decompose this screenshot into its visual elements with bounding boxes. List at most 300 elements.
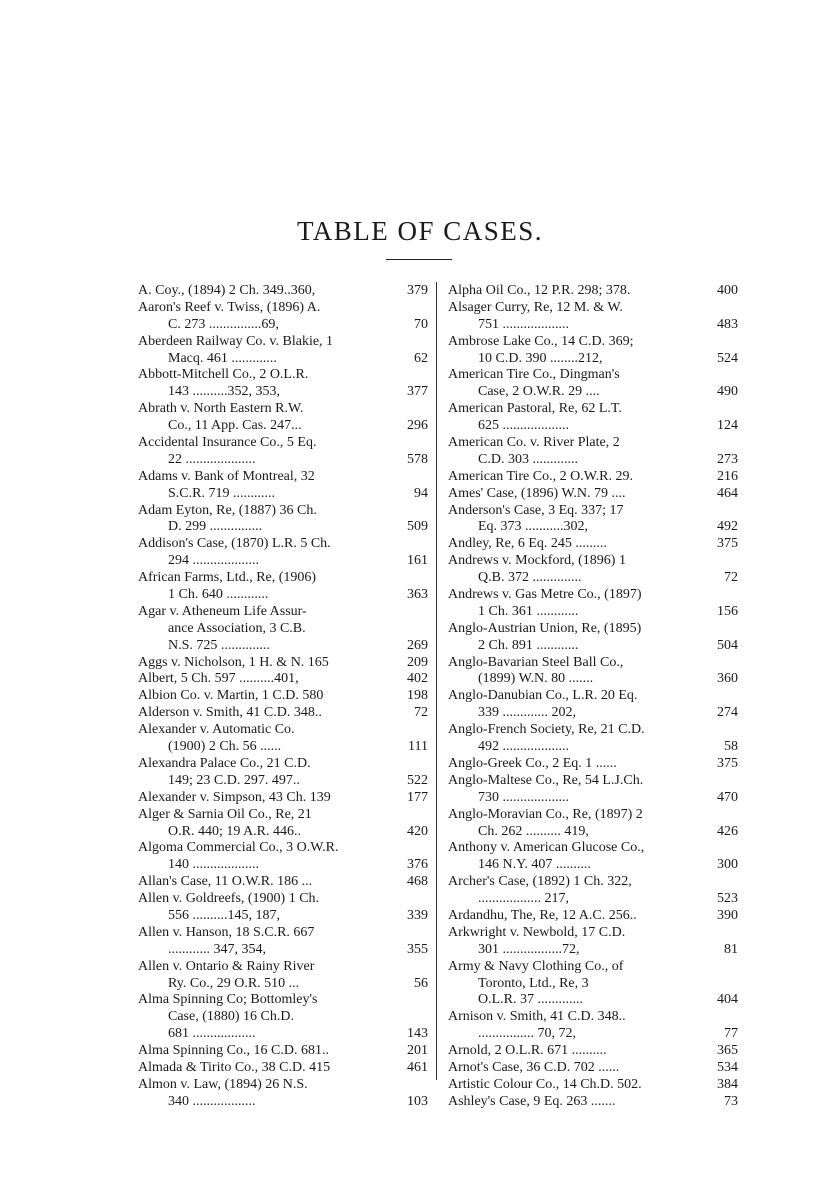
page-reference: 161	[407, 553, 428, 569]
case-entry-line	[448, 807, 738, 824]
case-entry-continuation	[138, 418, 428, 435]
case-entry	[448, 435, 738, 469]
page-reference: 524	[717, 350, 738, 366]
case-entry	[138, 722, 428, 756]
case-entry-continuation	[138, 384, 428, 401]
page-reference: 360	[717, 671, 738, 687]
case-citation: Anthony v. American Glucose Co.,	[448, 840, 645, 856]
case-entry-continuation	[448, 790, 738, 807]
case-entry	[448, 621, 738, 655]
case-entry	[138, 992, 428, 1043]
case-citation: Arkwright v. Newbold, 17 C.D.	[448, 924, 626, 940]
page-reference: 216	[717, 468, 738, 484]
case-entry-continuation	[448, 857, 738, 874]
case-citation: Anglo-Bavarian Steel Ball Co.,	[448, 654, 624, 670]
page-reference: 62	[414, 350, 428, 366]
case-entry-line	[138, 874, 428, 891]
case-entry	[138, 536, 428, 570]
case-entry-line	[448, 874, 738, 891]
case-entry	[138, 756, 428, 790]
case-entry-line	[448, 503, 738, 520]
case-entry-line	[448, 925, 738, 942]
case-citation: Ambrose Lake Co., 14 C.D. 369;	[448, 333, 634, 349]
case-entry-continuation	[448, 604, 738, 621]
case-citation: Army & Navy Clothing Co., of	[448, 958, 624, 974]
case-entry-line	[138, 671, 428, 688]
case-citation: Q.B. 372 ..............	[478, 570, 582, 586]
case-entry	[138, 334, 428, 368]
case-entry-line	[138, 435, 428, 452]
case-citation: Arnison v. Smith, 41 C.D. 348..	[448, 1009, 626, 1025]
case-entry-line	[138, 401, 428, 418]
case-entry-continuation	[138, 773, 428, 790]
case-entry-continuation	[138, 638, 428, 655]
case-citation: Aggs v. Nicholson, 1 H. & N. 165	[138, 654, 329, 670]
page-reference: 58	[724, 739, 738, 755]
case-entry	[448, 840, 738, 874]
case-entry-continuation	[448, 317, 738, 334]
case-entry-continuation	[138, 519, 428, 536]
case-citation: Accidental Insurance Co., 5 Eq.	[138, 435, 317, 451]
case-citation: Alpha Oil Co., 12 P.R. 298; 378.	[448, 283, 631, 298]
case-entry-line	[448, 334, 738, 351]
case-entry	[448, 925, 738, 959]
case-entry	[448, 300, 738, 334]
case-citation: Archer's Case, (1892) 1 Ch. 322,	[448, 874, 632, 890]
page-reference: 94	[414, 485, 428, 501]
case-entry-line	[138, 536, 428, 553]
page-reference: 365	[717, 1043, 738, 1059]
case-entry-line	[448, 1043, 738, 1060]
case-citation: Anglo-Greek Co., 2 Eq. 1 ......	[448, 755, 617, 771]
case-citation: 1 Ch. 640 ............	[168, 587, 269, 603]
case-citation: Alsager Curry, Re, 12 M. & W.	[448, 299, 623, 315]
case-entry-line	[448, 401, 738, 418]
column-divider	[436, 282, 437, 1080]
case-entry-continuation	[138, 351, 428, 368]
case-entry	[138, 959, 428, 993]
case-citation: 22 ....................	[168, 451, 256, 467]
case-entry	[448, 536, 738, 553]
page-reference: 376	[407, 857, 428, 873]
case-entry-line	[448, 756, 738, 773]
case-entry-line	[138, 790, 428, 807]
case-entry	[138, 705, 428, 722]
case-entry	[448, 367, 738, 401]
case-citation: N.S. 725 ..............	[168, 637, 270, 653]
case-citation: Artistic Colour Co., 14 Ch.D. 502.	[448, 1076, 642, 1092]
case-entry	[138, 874, 428, 891]
page-reference: 156	[717, 603, 738, 619]
case-entry-line	[138, 959, 428, 976]
case-entry-line	[448, 1060, 738, 1077]
case-entry-line	[448, 655, 738, 672]
case-citation: D. 299 ...............	[168, 519, 263, 535]
case-citation: Abrath v. North Eastern R.W.	[138, 401, 304, 417]
case-citation: Almada & Tirito Co., 38 C.D. 415	[138, 1059, 331, 1075]
case-citation: Arnold, 2 O.L.R. 671 ..........	[448, 1043, 607, 1059]
page-reference: 461	[407, 1059, 428, 1075]
case-entry-line	[448, 486, 738, 503]
case-entry-line	[138, 570, 428, 587]
case-entry	[448, 587, 738, 621]
page-reference: 578	[407, 451, 428, 467]
page-reference: 522	[407, 772, 428, 788]
case-citation: Alexander v. Simpson, 43 Ch. 139	[138, 789, 331, 805]
case-entry-line	[138, 705, 428, 722]
case-citation: Adams v. Bank of Montreal, 32	[138, 468, 315, 484]
case-citation: Andrews v. Mockford, (1896) 1	[448, 553, 626, 569]
case-entry	[138, 688, 428, 705]
case-citation: 751 ...................	[478, 316, 569, 332]
case-entry-continuation	[448, 891, 738, 908]
page-reference: 339	[407, 907, 428, 923]
case-entry-continuation	[138, 824, 428, 841]
case-entry	[448, 283, 738, 300]
case-entry	[448, 1043, 738, 1060]
case-entry-continuation	[138, 486, 428, 503]
case-entry-line	[138, 840, 428, 857]
case-citation: Almon v. Law, (1894) 26 N.S.	[138, 1076, 308, 1092]
case-citation: Addison's Case, (1870) L.R. 5 Ch.	[138, 536, 331, 552]
case-entry-line	[138, 367, 428, 384]
case-entry-continuation	[138, 587, 428, 604]
case-citation: 143 ..........352, 353,	[168, 384, 280, 400]
page-reference: 274	[717, 705, 738, 721]
case-citation: Allen v. Ontario & Rainy River	[138, 958, 315, 974]
case-citation: Adam Eyton, Re, (1887) 36 Ch.	[138, 502, 317, 518]
page-reference: 103	[407, 1093, 428, 1109]
page-title: TABLE OF CASES.	[296, 216, 544, 246]
page-reference: 70	[414, 316, 428, 332]
case-citation: Alger & Sarnia Oil Co., Re, 21	[138, 806, 312, 822]
page-reference: 492	[717, 519, 738, 535]
case-entry-continuation	[138, 621, 428, 638]
case-entry-continuation	[138, 976, 428, 993]
case-entry	[138, 469, 428, 503]
case-citation: C. 273 ...............69,	[168, 316, 279, 332]
case-citation: Agar v. Atheneum Life Assur-	[138, 603, 307, 619]
case-entry-continuation	[138, 857, 428, 874]
page-reference: 490	[717, 384, 738, 400]
case-entry-continuation	[448, 705, 738, 722]
case-entry-line	[448, 469, 738, 486]
case-entry-line	[448, 908, 738, 925]
case-entry-continuation	[138, 317, 428, 334]
case-entry	[448, 401, 738, 435]
case-citation: Case, (1880) 16 Ch.D.	[168, 1009, 294, 1025]
case-entry-continuation	[448, 976, 738, 993]
case-citation: O.L.R. 37 .............	[478, 992, 583, 1008]
case-citation: 625 ...................	[478, 418, 569, 434]
case-citation: S.C.R. 719 ............	[168, 485, 275, 501]
case-entry	[448, 553, 738, 587]
case-citation: ............ 347, 354,	[168, 941, 266, 957]
case-entry	[448, 807, 738, 841]
case-citation: Anglo-Moravian Co., Re, (1897) 2	[448, 806, 643, 822]
case-citation: 294 ...................	[168, 553, 259, 569]
page-reference: 296	[407, 418, 428, 434]
case-citation: Toronto, Ltd., Re, 3	[478, 975, 589, 991]
case-citation: 730 ...................	[478, 789, 569, 805]
case-entry-continuation	[448, 1026, 738, 1043]
case-entry	[138, 300, 428, 334]
case-entry-line	[448, 435, 738, 452]
case-entry-continuation	[448, 638, 738, 655]
case-citation: ance Association, 3 C.B.	[168, 620, 306, 636]
case-entry	[138, 570, 428, 604]
case-citation: Ames' Case, (1896) W.N. 79 ....	[448, 485, 626, 501]
case-entry-continuation	[138, 739, 428, 756]
case-entry-line	[138, 503, 428, 520]
page-reference: 534	[717, 1059, 738, 1075]
case-citation: Alma Spinning Co., 16 C.D. 681..	[138, 1043, 329, 1059]
case-entry	[138, 807, 428, 841]
case-citation: Ardandhu, The, Re, 12 A.C. 256..	[448, 907, 637, 923]
case-entry	[138, 790, 428, 807]
case-entry-line	[448, 1077, 738, 1094]
case-entry	[138, 840, 428, 874]
case-entry-continuation	[448, 418, 738, 435]
case-entry	[448, 722, 738, 756]
case-entry-continuation	[448, 942, 738, 959]
case-entry-continuation	[138, 1094, 428, 1111]
case-entry-continuation	[138, 452, 428, 469]
case-citation: 146 N.Y. 407 ..........	[478, 857, 591, 873]
case-entry	[138, 1060, 428, 1077]
case-entry-line	[448, 283, 738, 300]
case-citation: 140 ...................	[168, 857, 259, 873]
case-citation: Aberdeen Railway Co. v. Blakie, 1	[138, 333, 334, 349]
case-entry-continuation	[448, 384, 738, 401]
case-entry-line	[138, 891, 428, 908]
case-citation: African Farms, Ltd., Re, (1906)	[138, 570, 317, 586]
case-entry-line	[448, 1009, 738, 1026]
case-citation: Eq. 373 ...........302,	[478, 519, 589, 535]
case-entry-continuation	[138, 1026, 428, 1043]
page-reference: 384	[717, 1076, 738, 1092]
case-citation: Aaron's Reef v. Twiss, (1896) A.	[138, 299, 321, 315]
case-citation: Alderson v. Smith, 41 C.D. 348..	[138, 705, 322, 721]
case-citation: Anglo-French Society, Re, 21 C.D.	[448, 722, 645, 738]
page-reference: 363	[407, 587, 428, 603]
case-entry-line	[138, 925, 428, 942]
page-reference: 390	[717, 907, 738, 923]
case-entry	[448, 756, 738, 773]
page-reference: 355	[407, 941, 428, 957]
case-citation: (1899) W.N. 80 .......	[478, 671, 594, 687]
page-reference: 81	[724, 941, 738, 957]
case-entry-continuation	[138, 942, 428, 959]
page-reference: 468	[407, 874, 428, 890]
case-citation: Anglo-Maltese Co., Re, 54 L.J.Ch.	[448, 772, 644, 788]
case-citation: Macq. 461 .............	[168, 350, 277, 366]
case-citation: 2 Ch. 891 ............	[478, 637, 579, 653]
case-entry-line	[138, 469, 428, 486]
case-citation: 556 ..........145, 187,	[168, 907, 280, 923]
title-rule	[386, 259, 452, 260]
case-entry	[138, 604, 428, 655]
case-entry	[138, 283, 428, 300]
case-citation: Abbott-Mitchell Co., 2 O.L.R.	[138, 367, 309, 383]
case-entry-continuation	[448, 824, 738, 841]
page-reference: 209	[407, 654, 428, 670]
case-citation: 149; 23 C.D. 297. 497..	[168, 772, 300, 788]
page-reference: 124	[717, 418, 738, 434]
case-entry	[448, 655, 738, 689]
case-entry-line	[138, 722, 428, 739]
page-reference: 198	[407, 688, 428, 704]
page-reference: 483	[717, 316, 738, 332]
case-citation: Allen v. Goldreefs, (1900) 1 Ch.	[138, 891, 320, 907]
case-citation: Ch. 262 .......... 419,	[478, 823, 589, 839]
case-entry-line	[138, 1060, 428, 1077]
case-entry	[448, 874, 738, 908]
page-reference: 72	[414, 705, 428, 721]
case-citation: American Tire Co., 2 O.W.R. 29.	[448, 468, 633, 484]
case-entry-line	[138, 300, 428, 317]
page-reference: 72	[724, 570, 738, 586]
case-citation: ................ 70, 72,	[478, 1026, 576, 1042]
case-entry	[448, 908, 738, 925]
case-entry-line	[138, 688, 428, 705]
case-citation: Alexander v. Automatic Co.	[138, 722, 295, 738]
case-entry-line	[448, 621, 738, 638]
case-citation: Alma Spinning Co; Bottomley's	[138, 992, 318, 1008]
case-entry-line	[448, 553, 738, 570]
case-entry-line	[138, 756, 428, 773]
case-entry-continuation	[448, 351, 738, 368]
case-citation: Ashley's Case, 9 Eq. 263 .......	[448, 1093, 616, 1109]
case-entry-line	[448, 587, 738, 604]
case-entry-line	[138, 283, 428, 300]
case-citation: 492 ...................	[478, 739, 569, 755]
case-entry-continuation	[448, 671, 738, 688]
case-entry-line	[448, 773, 738, 790]
case-entry	[448, 1060, 738, 1077]
case-entry	[138, 925, 428, 959]
left-column	[138, 283, 428, 1111]
case-entry	[138, 891, 428, 925]
page-reference: 504	[717, 637, 738, 653]
case-entry-line	[448, 536, 738, 553]
case-entry-continuation	[448, 992, 738, 1009]
case-citation: American Tire Co., Dingman's	[448, 367, 620, 383]
case-entry-line	[448, 367, 738, 384]
case-citation: 1 Ch. 361 ............	[478, 603, 579, 619]
case-entry	[448, 334, 738, 368]
case-citation: 301 .................72,	[478, 941, 580, 957]
case-entry-continuation	[448, 519, 738, 536]
case-citation: Case, 2 O.W.R. 29 ....	[478, 384, 600, 400]
right-column	[448, 283, 738, 1111]
page-reference: 375	[717, 536, 738, 552]
case-entry-line	[138, 992, 428, 1009]
case-citation: Allen v. Hanson, 18 S.C.R. 667	[138, 924, 315, 940]
case-citation: Ry. Co., 29 O.R. 510 ...	[168, 975, 300, 991]
page-reference: 375	[717, 755, 738, 771]
case-citation: American Pastoral, Re, 62 L.T.	[448, 401, 622, 417]
case-citation: Albert, 5 Ch. 597 ..........401,	[138, 671, 299, 687]
page-reference: 509	[407, 519, 428, 535]
case-entry	[138, 671, 428, 688]
case-citation: Anglo-Austrian Union, Re, (1895)	[448, 620, 642, 636]
page-reference: 177	[407, 789, 428, 805]
case-citation: American Co. v. River Plate, 2	[448, 435, 620, 451]
page-reference: 143	[407, 1026, 428, 1042]
case-entry	[448, 959, 738, 1010]
case-citation: C.D. 303 .............	[478, 451, 578, 467]
case-citation: Andrews v. Gas Metre Co., (1897)	[448, 587, 642, 603]
case-entry-continuation	[448, 739, 738, 756]
case-entry	[138, 435, 428, 469]
case-entry	[448, 1009, 738, 1043]
page-reference: 201	[407, 1043, 428, 1059]
case-citation: Algoma Commercial Co., 3 O.W.R.	[138, 840, 339, 856]
case-entry	[448, 1077, 738, 1094]
case-entry	[138, 655, 428, 672]
case-entry-continuation	[138, 553, 428, 570]
case-entry-line	[138, 1043, 428, 1060]
case-entry-continuation	[138, 1009, 428, 1026]
case-entry	[138, 1043, 428, 1060]
case-citation: Allan's Case, 11 O.W.R. 186 ...	[138, 874, 313, 890]
case-entry-line	[448, 300, 738, 317]
case-entry	[138, 1077, 428, 1111]
case-citation: Anderson's Case, 3 Eq. 337; 17	[448, 502, 624, 518]
case-citation: O.R. 440; 19 A.R. 446..	[168, 823, 302, 839]
case-entry	[138, 367, 428, 401]
case-entry	[138, 503, 428, 537]
page-reference: 464	[717, 485, 738, 501]
page-reference: 426	[717, 823, 738, 839]
case-citation: 340 ..................	[168, 1093, 256, 1109]
case-entry-line	[448, 1094, 738, 1111]
page-reference: 470	[717, 789, 738, 805]
case-entry	[448, 486, 738, 503]
case-citation: 681 ..................	[168, 1026, 256, 1042]
case-citation: 10 C.D. 390 ........212,	[478, 350, 603, 366]
page-reference: 269	[407, 637, 428, 653]
case-entry-continuation	[448, 570, 738, 587]
case-entry	[448, 688, 738, 722]
case-citation: Co., 11 App. Cas. 247...	[168, 418, 302, 434]
case-entry	[448, 773, 738, 807]
case-entry-line	[448, 959, 738, 976]
page-reference: 77	[724, 1026, 738, 1042]
page-reference: 56	[414, 975, 428, 991]
case-citation: Alexandra Palace Co., 21 C.D.	[138, 755, 311, 771]
case-entry	[138, 401, 428, 435]
page-reference: 400	[717, 283, 738, 298]
case-citation: .................. 217,	[478, 891, 569, 907]
case-entry-continuation	[138, 908, 428, 925]
case-entry	[448, 469, 738, 486]
case-entry-line	[138, 334, 428, 351]
page-reference: 404	[717, 992, 738, 1008]
case-citation: Arnot's Case, 36 C.D. 702 ......	[448, 1059, 620, 1075]
case-citation: Andley, Re, 6 Eq. 245 .........	[448, 536, 607, 552]
case-citation: (1900) 2 Ch. 56 ......	[168, 739, 282, 755]
page-reference: 402	[407, 671, 428, 687]
case-entry-line	[448, 688, 738, 705]
case-citation: A. Coy., (1894) 2 Ch. 349..360,	[138, 283, 316, 298]
case-entry-line	[138, 1077, 428, 1094]
case-entry-line	[448, 840, 738, 857]
case-entry	[448, 1094, 738, 1111]
page-reference: 273	[717, 451, 738, 467]
case-citation: Anglo-Danubian Co., L.R. 20 Eq.	[448, 688, 638, 704]
